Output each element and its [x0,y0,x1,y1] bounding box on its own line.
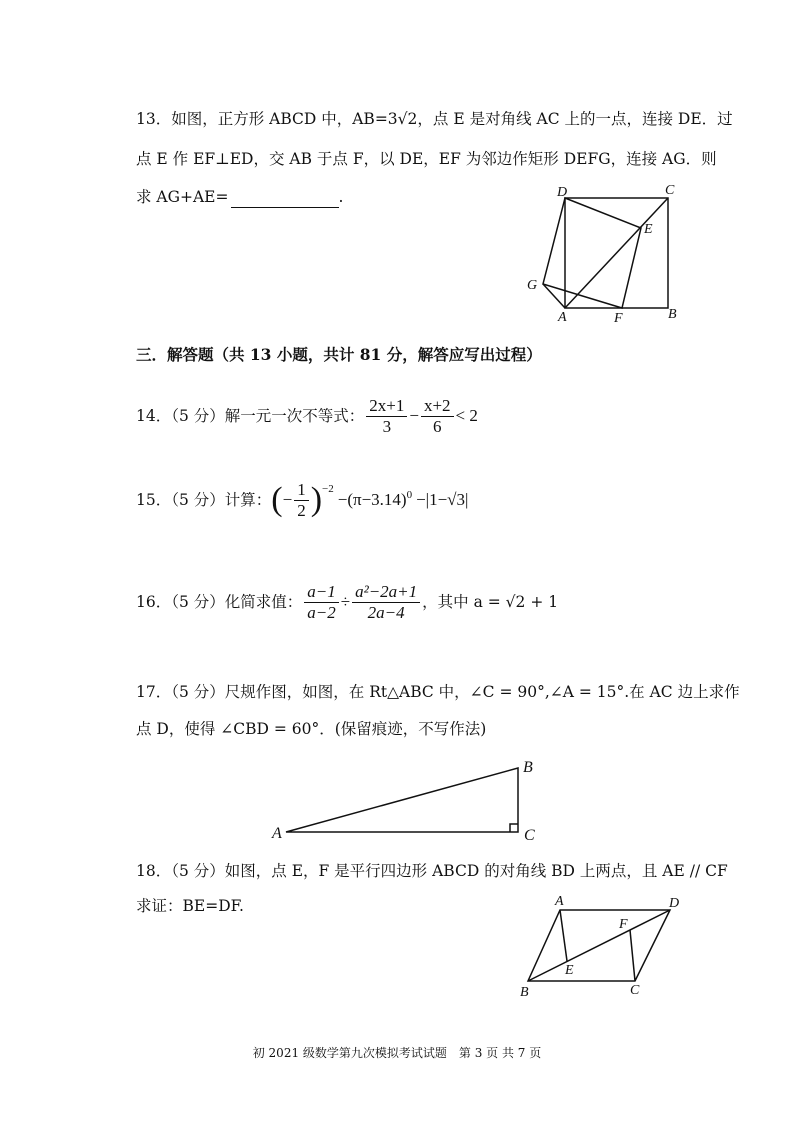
q16-fraction-1: $\frac{a-1}{a-2}$ [304,583,338,622]
label-B: B [523,759,533,776]
q14 [136,394,478,438]
q15-fraction: $\frac{1}{2}$ [294,481,309,520]
q16-prefix: 16．（5 分）化简求值： [136,593,303,611]
q14-minus: − [409,406,419,425]
label-A: A [555,894,564,909]
q17-figure [268,752,558,847]
rectangle-defg [543,198,641,308]
q15-abs: −|1−√3| [416,490,469,509]
q16-suffix: ，其中 a = √2 + 1 [422,593,559,611]
q18-figure [515,890,695,1000]
q16 [136,580,558,624]
q18-line1: 18．（5 分）如图，点 E，F 是平行四边形 ABCD 的对角线 BD 上两点，且 AE // CF [136,862,728,880]
q17-line2: 点 D，使得 ∠CBD = 60°．(保留痕迹，不写作法) [136,720,487,738]
q15-mid: −(π−3.14) [337,490,407,509]
diagonal-ac [565,198,668,308]
label-G: G [527,278,538,293]
label-C: C [630,983,640,998]
q15-prefix: 15．（5 分）计算： [136,491,272,509]
q15: 15．（5 分）计算： ( − $\frac{1}{2}$ ) −2 −(π−3.14) 0 −|1−√3| [136,479,469,520]
label-F: F [619,917,628,932]
label-A: A [558,310,567,325]
label-E: E [565,963,574,978]
q14-prefix: 14．（5 分）解一元一次不等式： [136,407,365,425]
q13-answer-blank[interactable] [231,191,339,208]
q13-prompt: 求 AG+AE= [136,188,229,206]
label-B: B [520,985,529,1000]
q14-rhs: < 2 [455,406,478,425]
q14-fraction-1: $\frac{2x+1}{3}$ [366,397,407,436]
q17-line1: 17．（5 分）尺规作图，如图，在 Rt△ABC 中，∠C = 90°,∠A = 15°.在 AC 边上求作 [136,683,740,701]
section3-heading: 三．解答题（共 13 小题，共计 81 分，解答应写出过程） [136,345,542,364]
q16-div: ÷ [340,592,351,611]
label-C: C [524,827,535,844]
q16-fraction-2: $\frac{\text{a²−2a+1}}{2a-4}$ [352,583,420,622]
label-E: E [644,222,653,237]
page-footer: 初 2021 级数学第九次模拟考试试题 第 3 页 共 7 页 [252,1046,542,1060]
segment-cf [630,930,635,981]
q13-line3: 求 AG+AE= . [136,188,344,206]
label-D: D [557,185,568,200]
label-F: F [614,311,623,325]
label-B: B [668,307,677,322]
q15-neg: − [282,490,293,509]
right-angle-mark [510,824,518,832]
segment-ae [560,910,567,961]
q15-exponent: −2 [322,483,334,495]
q14-fraction-2: $\frac{x+2}{6}$ [421,397,454,436]
q13-line2: 点 E 作 EF⊥ED，交 AB 于点 F，以 DE，EF 为邻边作矩形 DEFG，连接 AG．则 [136,150,717,168]
q13-line1: 13．如图，正方形 ABCD 中，AB=3√2，点 E 是对角线 AC 上的一点，连接 DE．过 [136,110,733,128]
triangle-abc [286,768,518,832]
q15-zero-exp: 0 [406,489,413,501]
q18-line2: 求证：BE=DF. [136,897,244,915]
label-A: A [272,825,282,842]
label-D: D [669,896,680,911]
diagonal-bd [528,910,670,981]
label-C: C [665,183,675,198]
q13-figure [515,175,695,325]
